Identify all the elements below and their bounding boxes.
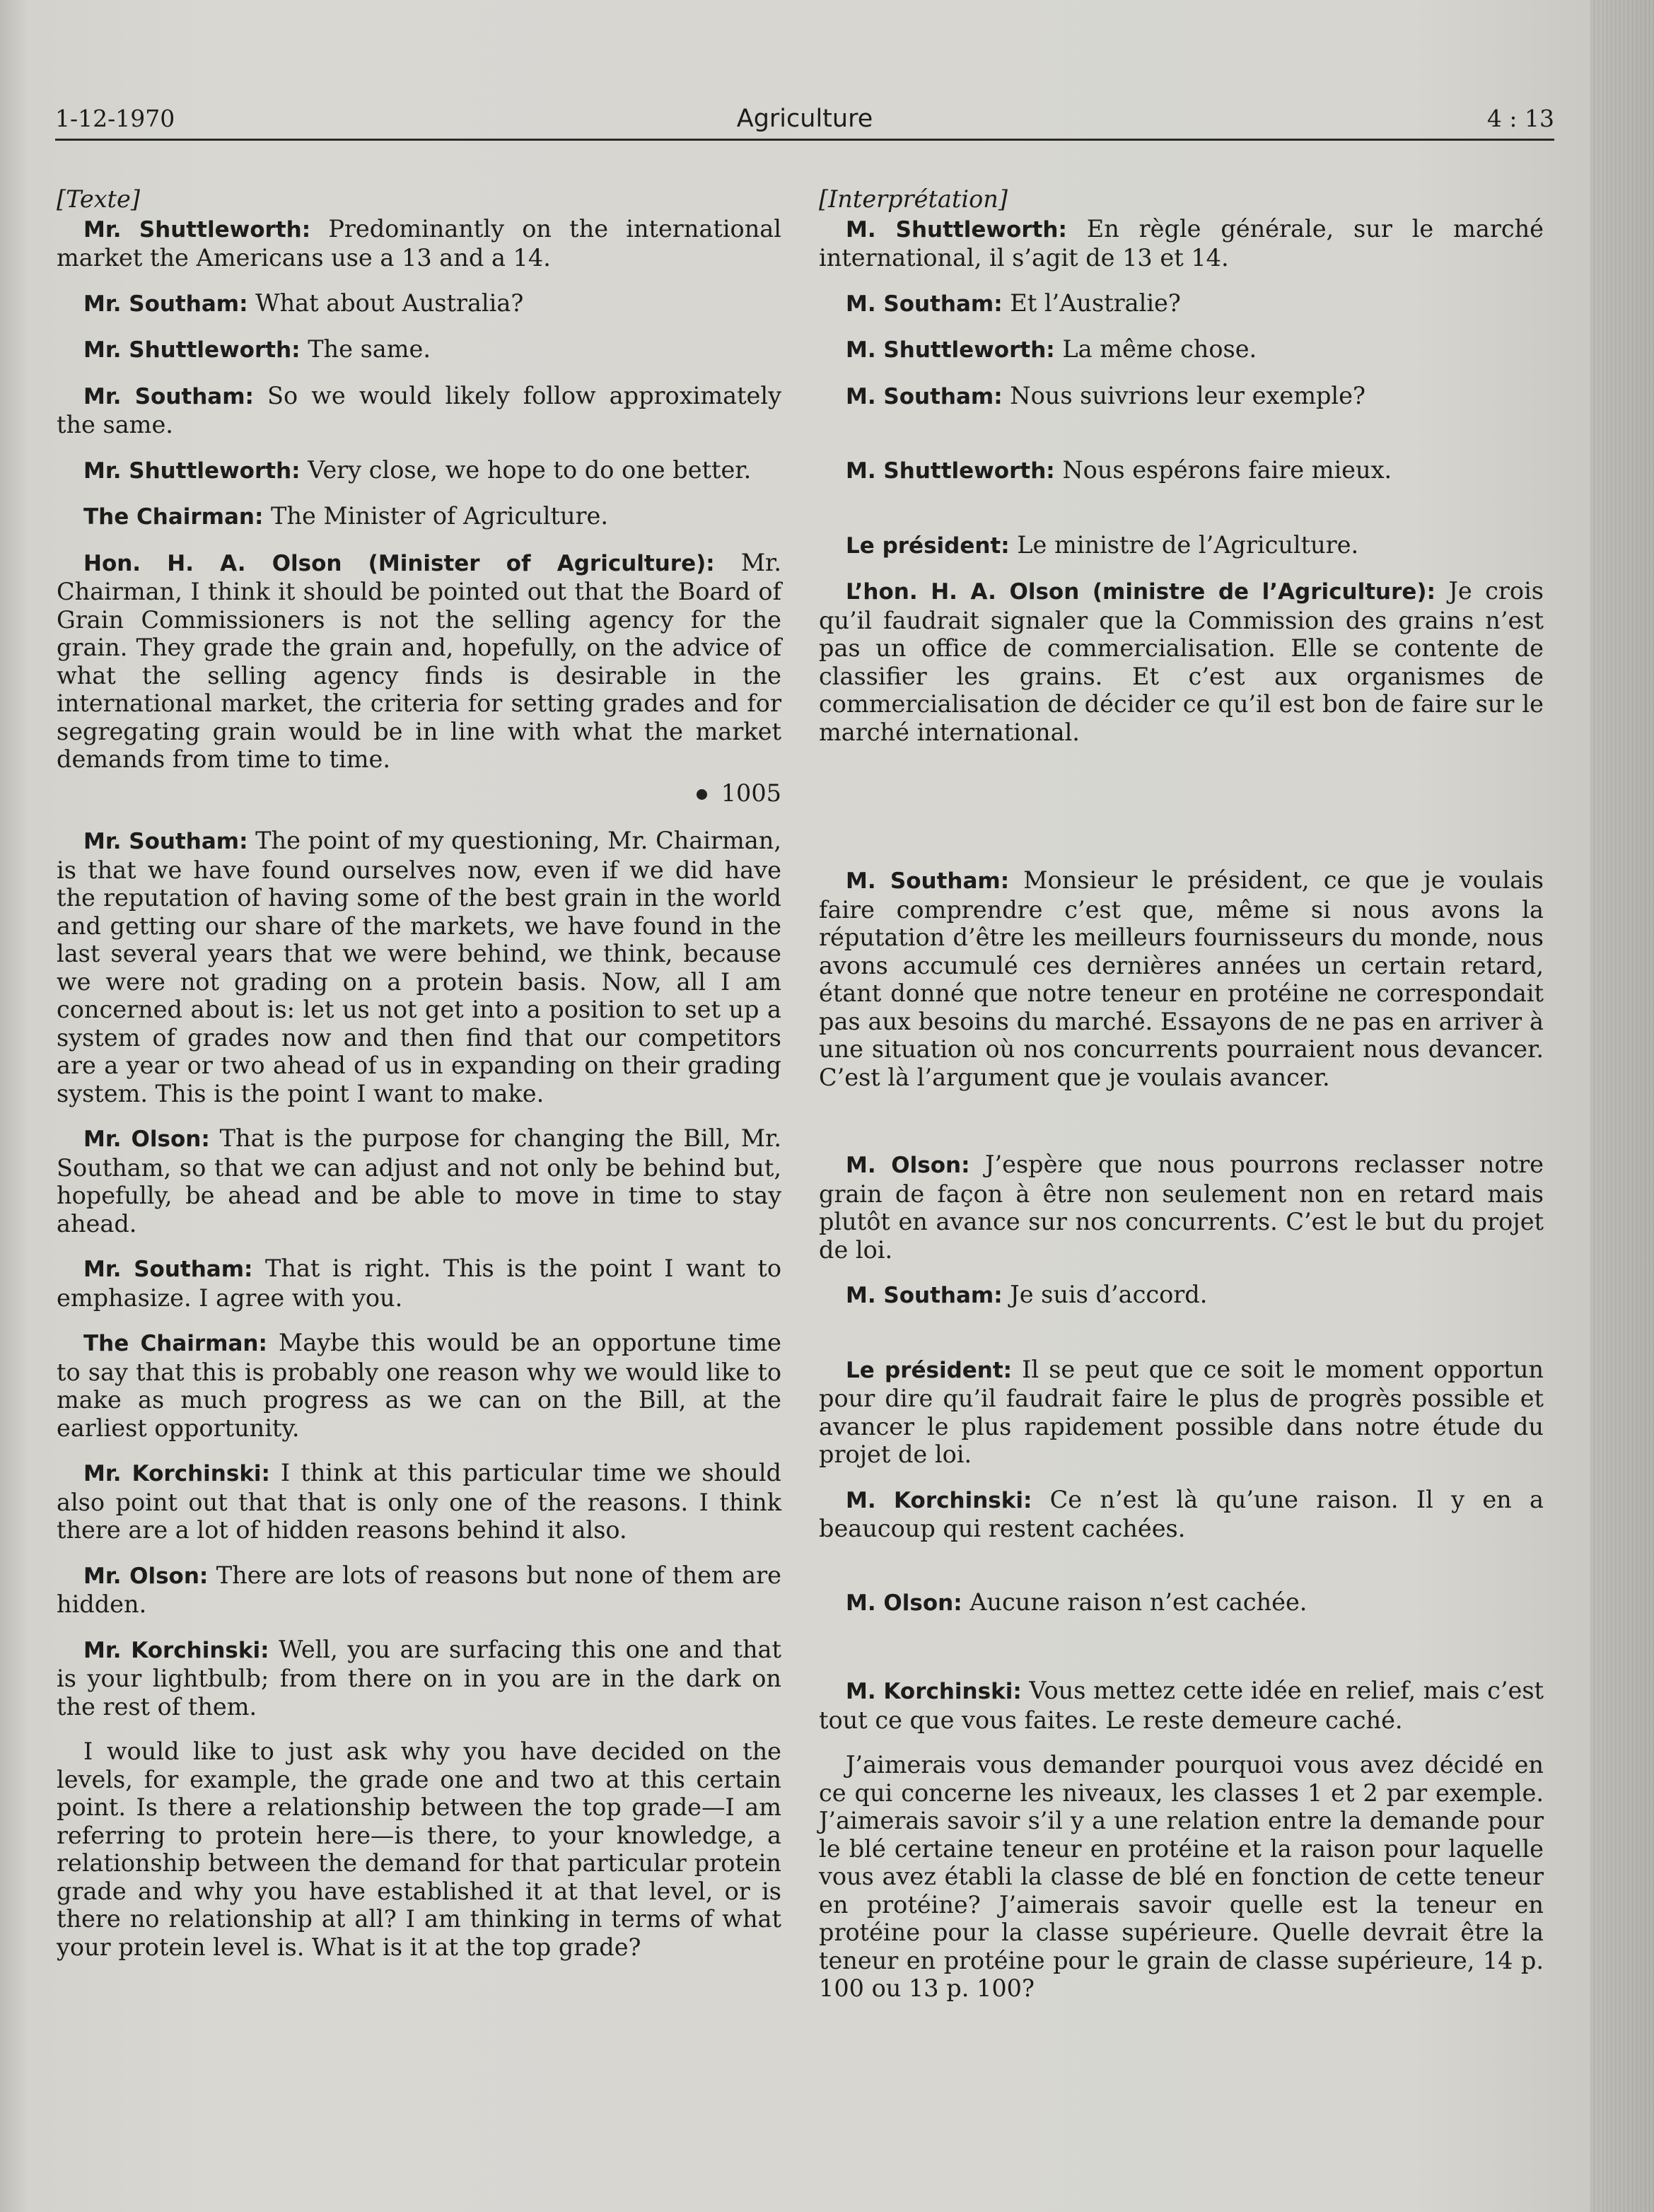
speaker-name: M. Olson:	[846, 1590, 962, 1616]
speech-text: Et l’Australie?	[1002, 289, 1181, 317]
paragraph	[819, 1486, 1544, 1543]
speaker-name: M. Shuttleworth:	[846, 337, 1055, 363]
english-column	[57, 185, 781, 1961]
page-header	[55, 105, 1554, 140]
paragraph	[819, 1588, 1544, 1618]
paragraph	[819, 1751, 1544, 2003]
speech-text: The point of my questioning, Mr. Chairman, is that we have found ourselves now, even if we did have the reputation of having some of the best grain in the world and getting our share of the markets, we have found in the last several years that we were behind, we think, because we were not grading on a protein basis. Now, all I am concerned about is: let us not get into a position to set up a system of grades now and then find that our competitors are a year or two ahead of us in expanding on their grading system. This is the point I want to make.	[57, 827, 781, 1107]
speaker-name: M. Shuttleworth:	[846, 216, 1067, 243]
speech-text: Nous suivrions leur exemple?	[1002, 381, 1365, 409]
paragraph	[57, 502, 781, 532]
speaker-name: Mr. Southam:	[83, 383, 254, 409]
paragraph	[819, 1677, 1544, 1734]
speaker-name: Mr. Korchinski:	[83, 1461, 270, 1486]
speaker-name: Hon. H. A. Olson (Minister of Agriculture):	[83, 550, 715, 576]
paragraph	[57, 1124, 781, 1238]
speaker-name: Mr. Shuttleworth:	[83, 216, 311, 243]
paragraph	[57, 215, 781, 272]
paragraph	[819, 215, 1544, 272]
paragraph	[819, 577, 1544, 746]
speech-text: Ce n’est là qu’une raison. Il y en a beaucoup qui restent cachées.	[819, 1485, 1544, 1542]
speech-text: Monsieur le président, ce que je voulais faire comprendre c’est que, même si nous avons la réputation d’être les meilleurs fournisseurs du monde, nous avons accumulé ces dernières années un certain retard, étant donné que notre teneur en protéine ne correspondait pas aux besoins du marché. Essayons de ne pas en arriver à une situation où nos concurrents pourraient nous devancer. C’est là l’argument que je voulais avancer.	[819, 866, 1544, 1091]
speaker-name: Mr. Southam:	[83, 1257, 253, 1282]
speech-text: So we would likely follow approximately the same.	[57, 381, 781, 438]
speech-text: Maybe this would be an opportune time to say that this is probably one reason why we would like to make as much progress as we can on the Bill, at the earliest opportunity.	[57, 1329, 782, 1442]
speech-text: There are lots of reasons but none of them are hidden.	[57, 1561, 781, 1618]
paragraph	[57, 335, 781, 365]
speaker-name: Mr. Olson:	[83, 1563, 209, 1589]
speech-text: Nous espérons faire mieux.	[1054, 456, 1392, 484]
speech-text: Le ministre de l’Agriculture.	[1009, 530, 1359, 559]
speech-text: J’aimerais vous demander pourquoi vous avez décidé en ce qui concerne les niveaux, les classes 1 et 2 par exemple. J’aimerais savoir s’il y a une relation entre la demande pour le blé certaine teneur en protéine et la raison pour laquelle vous avez établi la classe de blé en fonction de cette teneur en protéine? J’aimerais savoir quelle est la teneur en protéine pour la classe supérieure. Quelle devrait être la teneur en protéine pour le grain de classe supérieure, 14 p. 100 ou 13 p. 100?	[819, 1751, 1544, 2002]
speech-text: J’espère que nous pourrons reclasser notre grain de façon à être non seulement non en retard mais plutôt en avance sur nos concurrents. C’est le but du projet de loi.	[819, 1151, 1544, 1264]
speaker-name: M. Olson:	[846, 1153, 970, 1178]
speaker-name: M. Southam:	[846, 868, 1010, 894]
speaker-name: M. Korchinski:	[846, 1487, 1032, 1513]
speech-text: Il se peut que ce soit le moment opportun pour dire qu’il faudrait faire le plus de progrès possible et avancer le plus rapidement possible dans notre étude du projet de loi.	[819, 1355, 1544, 1468]
speech-text: I would like to just ask why you have decided on the levels, for example, the grade one and two at this certain point. Is there a relationship between the top grade—I am referring to protein here—is there, to your knowledge, a relationship between the demand for that particular protein grade and why you have established it at that level, or is there no relationship at all? I am thinking in terms of what your protein level is. What is it at the top grade?	[57, 1737, 781, 1961]
speaker-name: M. Southam:	[846, 1283, 1003, 1308]
speech-text: Very close, we hope to do one better.	[300, 455, 752, 484]
header-page-number: 4 : 13	[1486, 105, 1554, 132]
speaker-name: M. Shuttleworth:	[846, 458, 1055, 484]
speaker-name: Mr. Shuttleworth:	[83, 337, 301, 363]
speech-text: Aucune raison n’est cachée.	[962, 1588, 1308, 1616]
speaker-name: Le président:	[846, 1357, 1013, 1383]
french-column	[819, 185, 1544, 2003]
paragraph	[57, 1255, 781, 1312]
bullet-icon	[697, 789, 707, 800]
paragraph	[819, 382, 1544, 412]
speaker-name: Mr. Korchinski:	[83, 1637, 269, 1663]
paragraph	[819, 531, 1544, 561]
header-date: 1-12-1970	[55, 105, 175, 132]
speaker-name: The Chairman:	[83, 1331, 267, 1356]
speech-text: That is right. This is the point I want to emphasize. I agree with you.	[57, 1255, 781, 1312]
speech-text: Vous mettez cette idée en relief, mais c’est tout ce que vous faites. Le reste demeure caché.	[819, 1677, 1544, 1734]
speech-text: What about Australia?	[247, 289, 524, 317]
speech-text: En règle générale, sur le marché international, il s’agit de 13 et 14.	[819, 214, 1544, 272]
paragraph	[57, 1329, 781, 1442]
header-rule	[55, 139, 1554, 141]
speaker-name: M. Korchinski:	[846, 1679, 1022, 1704]
paragraph	[819, 289, 1544, 319]
speaker-name: Le président:	[846, 532, 1010, 559]
paragraph	[57, 827, 781, 1107]
speaker-name: M. Southam:	[846, 291, 1003, 317]
paragraph	[819, 456, 1544, 486]
paragraph	[57, 382, 781, 439]
page-binding-edge	[1590, 0, 1654, 2212]
paragraph	[57, 549, 781, 774]
time-marker	[57, 779, 781, 808]
section-label: [Interprétation]	[819, 185, 1008, 213]
speech-text: The same.	[300, 335, 431, 363]
speech-text: Well, you are surfacing this one and that is your lightbulb; from there on in you are in the dark on the rest of them.	[57, 1635, 781, 1721]
time-marker-value: 1005	[721, 779, 781, 807]
paragraph	[819, 335, 1544, 365]
speech-text: Predominantly on the international market the Americans use a 13 and a 14.	[57, 214, 781, 272]
section-label: [Texte]	[57, 185, 140, 213]
header-title: Agriculture	[736, 105, 873, 133]
speech-text: La même chose.	[1054, 335, 1257, 363]
speaker-name: Mr. Olson:	[83, 1127, 210, 1152]
speech-text: Je crois qu’il faudrait signaler que la Commission des grains n’est pas un office de commercialisation. Elle se contente de classifier les grains. Et c’est aux organismes de commercialisation de décider ce qu’il est bon de faire sur le marché international.	[819, 577, 1544, 746]
paragraph	[819, 1151, 1544, 1264]
paragraph	[57, 1636, 781, 1721]
paragraph	[57, 1561, 781, 1619]
speech-text: Mr. Chairman, I think it should be pointed out that the Board of Grain Commissioners is not the selling agency for the grain. They grade the grain and, hopefully, on the advice of what the selling agency finds is desirable in the international market, the criteria for setting grades and for segregating grain would be in line with what the market demands from time to time.	[57, 548, 782, 773]
speaker-name: Mr. Southam:	[83, 829, 248, 854]
speaker-name: Mr. Shuttleworth:	[83, 458, 301, 484]
speaker-name: M. Southam:	[846, 383, 1003, 409]
speaker-name: Mr. Southam:	[83, 291, 248, 317]
speech-text: Je suis d’accord.	[1002, 1281, 1208, 1308]
paragraph	[57, 289, 781, 319]
paragraph	[57, 456, 781, 486]
paragraph	[57, 1737, 781, 1961]
speaker-name: L’hon. H. A. Olson (ministre de l’Agriculture):	[846, 579, 1435, 605]
speaker-name: The Chairman:	[83, 504, 264, 530]
paragraph	[819, 866, 1544, 1091]
paragraph	[819, 1356, 1544, 1469]
speech-text: I think at this particular time we should also point out that that is only one of the reasons. I think there are a lot of hidden reasons behind it also.	[57, 1459, 781, 1544]
speech-text: The Minister of Agriculture.	[263, 502, 609, 530]
paragraph	[57, 1459, 781, 1544]
speech-text: That is the purpose for changing the Bill, Mr. Southam, so that we can adjust and not only be behind but, hopefully, be ahead and be able to move in time to stay ahead.	[57, 1124, 781, 1238]
paragraph	[819, 1281, 1544, 1310]
